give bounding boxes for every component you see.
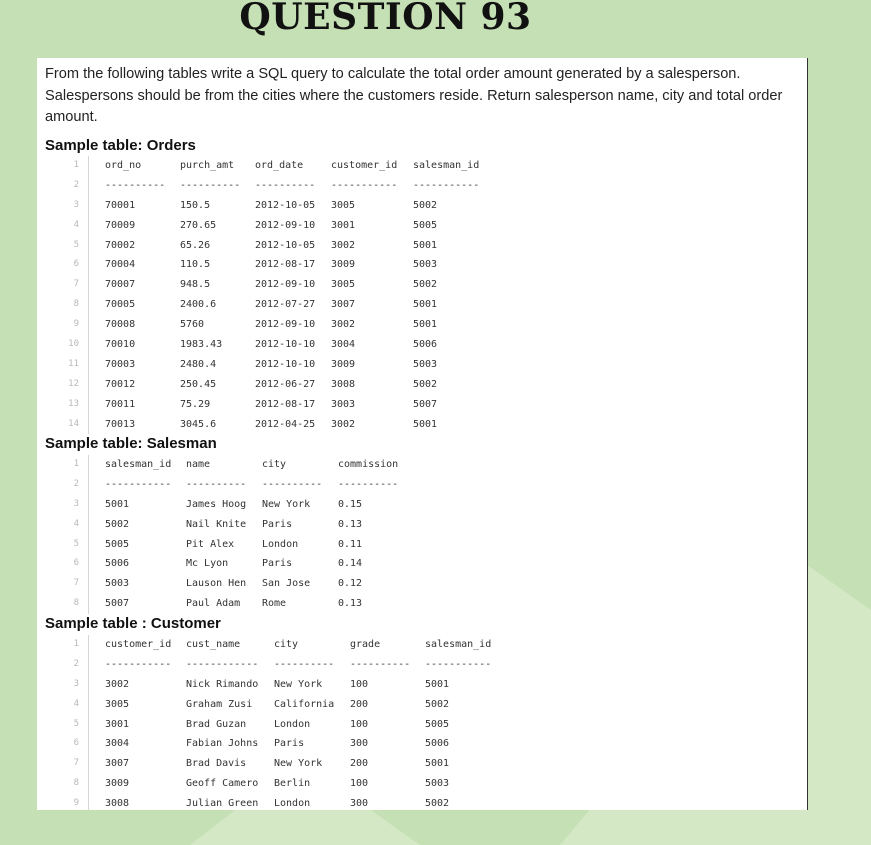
table-cell: New York — [274, 758, 323, 770]
table-cell: Mc Lyon — [186, 558, 229, 570]
table-cell: 5001 — [413, 299, 438, 311]
table-cell: 5001 — [425, 678, 450, 690]
gutter-divider — [88, 216, 89, 236]
table-cell: Berlin — [274, 778, 311, 790]
gutter-divider — [88, 475, 89, 495]
gutter-divider — [88, 715, 89, 735]
table-cell: 70001 — [105, 199, 136, 211]
table-cell: 300 — [350, 738, 369, 750]
customer-heading: Sample table : Customer — [45, 615, 221, 632]
code-line — [37, 715, 807, 735]
code-line — [37, 355, 807, 375]
table-cell: 1983.43 — [180, 339, 223, 351]
table-cell: 5006 — [105, 558, 130, 570]
orders-heading: Sample table: Orders — [45, 137, 196, 154]
line-number: 8 — [73, 598, 79, 609]
table-cell: 70002 — [105, 239, 136, 251]
line-number: 7 — [73, 758, 79, 769]
table-cell: 2012-09-10 — [255, 279, 316, 291]
line-number: 8 — [73, 778, 79, 789]
table-cell: Geoff Camero — [186, 778, 259, 790]
table-cell: 3009 — [331, 259, 356, 271]
table-cell: 2012-09-10 — [255, 219, 316, 231]
gutter-divider — [88, 395, 89, 415]
line-number: 1 — [73, 160, 79, 170]
table-cell: 70011 — [105, 398, 136, 410]
line-number: 12 — [68, 378, 79, 389]
table-cell: 5002 — [413, 279, 438, 291]
table-cell: 2012-09-10 — [255, 319, 316, 331]
code-line — [37, 315, 807, 335]
code-line — [37, 216, 807, 236]
table-cell: 3001 — [105, 718, 130, 730]
code-line — [37, 635, 807, 655]
table-cell: 3005 — [331, 199, 356, 211]
line-number: 5 — [73, 718, 79, 729]
line-number: 1 — [73, 639, 79, 649]
table-cell: ---------- — [105, 179, 166, 191]
gutter-divider — [88, 275, 89, 295]
table-cell: 5005 — [105, 538, 130, 550]
gutter-divider — [88, 754, 89, 774]
table-cell: ----------- — [105, 478, 172, 490]
table-cell: cust_name — [186, 639, 241, 650]
line-number: 9 — [73, 798, 79, 809]
table-cell: 70013 — [105, 418, 136, 430]
table-cell: ---------- — [350, 658, 411, 670]
table-cell: 250.45 — [180, 378, 217, 390]
table-cell: 3045.6 — [180, 418, 217, 430]
table-cell: 270.65 — [180, 219, 217, 231]
table-cell: 5001 — [425, 758, 450, 770]
table-cell: Pit Alex — [186, 538, 235, 550]
gutter-divider — [88, 794, 89, 810]
table-cell: 2400.6 — [180, 299, 217, 311]
table-cell: 3004 — [331, 339, 356, 351]
table-cell: 2012-07-27 — [255, 299, 316, 311]
table-cell: 2012-10-05 — [255, 199, 316, 211]
code-line — [37, 415, 807, 435]
code-line — [37, 734, 807, 754]
table-cell: London — [262, 538, 299, 550]
table-cell: 3004 — [105, 738, 130, 750]
table-cell: 3007 — [331, 299, 356, 311]
table-cell: Nick Rimando — [186, 678, 259, 690]
line-number: 9 — [73, 319, 79, 330]
table-cell: name — [186, 459, 211, 470]
line-number: 3 — [73, 498, 79, 509]
table-cell: 70009 — [105, 219, 136, 231]
table-cell: 200 — [350, 698, 369, 710]
table-cell: Paris — [262, 518, 293, 530]
table-cell: 3001 — [331, 219, 356, 231]
question-text: From the following tables write a SQL query to calculate the total order amount generated by a salesperson. Salespersons should be from the cities where the customers reside. Return salesperson name, city and total order amount. — [45, 66, 783, 125]
code-line — [37, 675, 807, 695]
gutter-divider — [88, 594, 89, 614]
table-cell: London — [274, 718, 311, 730]
line-number: 6 — [73, 738, 79, 749]
table-cell: 110.5 — [180, 259, 211, 271]
line-number: 10 — [68, 339, 79, 350]
table-cell: California — [274, 698, 335, 710]
line-number: 4 — [73, 219, 79, 230]
table-cell: salesman_id — [105, 459, 172, 470]
code-line — [37, 774, 807, 794]
table-cell: 2012-08-17 — [255, 259, 316, 271]
table-cell: 300 — [350, 798, 369, 810]
gutter-divider — [88, 375, 89, 395]
table-cell: ---------- — [338, 478, 399, 490]
table-cell: 3003 — [331, 398, 356, 410]
table-cell: 5007 — [105, 598, 130, 610]
table-cell: 948.5 — [180, 279, 211, 291]
table-cell: 2012-10-10 — [255, 339, 316, 351]
gutter-divider — [88, 335, 89, 355]
gutter-divider — [88, 695, 89, 715]
gutter-divider — [88, 675, 89, 695]
table-cell: grade — [350, 639, 381, 650]
table-cell: Paris — [274, 738, 305, 750]
code-line — [37, 655, 807, 675]
table-cell: 100 — [350, 778, 369, 790]
gutter-divider — [88, 415, 89, 435]
table-cell: 5002 — [425, 698, 450, 710]
table-cell: customer_id — [331, 160, 398, 171]
table-cell: Brad Guzan — [186, 718, 247, 730]
table-cell: 3007 — [105, 758, 130, 770]
page-title: QUESTION 93 — [239, 0, 532, 38]
line-number: 13 — [68, 398, 79, 409]
table-cell: Paul Adam — [186, 598, 241, 610]
table-cell: 70010 — [105, 339, 136, 351]
table-cell: ord_no — [105, 160, 142, 171]
code-line — [37, 594, 807, 614]
table-cell: 5001 — [413, 319, 438, 331]
code-line — [37, 695, 807, 715]
table-cell: 65.26 — [180, 239, 211, 251]
table-cell: Fabian Johns — [186, 738, 259, 750]
table-cell: ----------- — [331, 179, 398, 191]
table-cell: 3005 — [105, 698, 130, 710]
table-cell: ---------- — [186, 478, 247, 490]
line-number: 4 — [73, 698, 79, 709]
table-cell: 2012-08-17 — [255, 398, 316, 410]
table-cell: 0.13 — [338, 518, 363, 530]
table-cell: 5003 — [413, 259, 438, 271]
table-cell: 2012-06-27 — [255, 378, 316, 390]
gutter-divider — [88, 355, 89, 375]
code-line — [37, 475, 807, 495]
code-line — [37, 295, 807, 315]
table-cell: London — [274, 798, 311, 810]
gutter-divider — [88, 535, 89, 555]
table-cell: San Jose — [262, 578, 311, 590]
table-cell: 2012-04-25 — [255, 418, 316, 430]
table-cell: 70004 — [105, 259, 136, 271]
table-cell: ---------- — [180, 179, 241, 191]
table-cell: 150.5 — [180, 199, 211, 211]
code-line — [37, 255, 807, 275]
table-cell: salesman_id — [425, 639, 492, 650]
table-cell: 5003 — [413, 358, 438, 370]
code-line — [37, 535, 807, 555]
question-card — [37, 58, 808, 810]
gutter-divider — [88, 255, 89, 275]
line-number: 8 — [73, 299, 79, 310]
line-number: 4 — [73, 518, 79, 529]
table-cell: Nail Knite — [186, 518, 247, 530]
table-cell: ----------- — [105, 658, 172, 670]
table-cell: ---------- — [262, 478, 323, 490]
table-cell: 5006 — [413, 339, 438, 351]
table-cell: ---------- — [274, 658, 335, 670]
table-cell: New York — [274, 678, 323, 690]
table-cell: purch_amt — [180, 160, 235, 171]
table-cell: ----------- — [413, 179, 480, 191]
table-cell: 0.14 — [338, 558, 363, 570]
code-line — [37, 754, 807, 774]
line-number: 2 — [73, 179, 79, 190]
table-cell: 100 — [350, 718, 369, 730]
table-cell: ---------- — [255, 179, 316, 191]
gutter-divider — [88, 774, 89, 794]
table-cell: Rome — [262, 598, 287, 610]
code-line — [37, 554, 807, 574]
table-cell: 100 — [350, 678, 369, 690]
code-line — [37, 156, 807, 176]
code-line — [37, 335, 807, 355]
code-line — [37, 236, 807, 256]
table-cell: 2012-10-10 — [255, 358, 316, 370]
gutter-divider — [88, 196, 89, 216]
line-number: 11 — [68, 358, 79, 369]
gutter-divider — [88, 315, 89, 335]
table-cell: 3009 — [331, 358, 356, 370]
table-cell: 0.15 — [338, 498, 363, 510]
gutter-divider — [88, 515, 89, 535]
table-cell: 70003 — [105, 358, 136, 370]
table-cell: 3009 — [105, 778, 130, 790]
customer-code-block — [37, 635, 807, 810]
line-number: 3 — [73, 199, 79, 210]
table-cell: 75.29 — [180, 398, 211, 410]
table-cell: 0.11 — [338, 538, 363, 550]
line-number: 1 — [73, 459, 79, 469]
line-number: 14 — [68, 418, 79, 429]
table-cell: 70012 — [105, 378, 136, 390]
table-cell: commission — [338, 459, 399, 470]
table-cell: 70005 — [105, 299, 136, 311]
table-cell: 5007 — [413, 398, 438, 410]
line-number: 7 — [73, 578, 79, 589]
table-cell: 0.13 — [338, 598, 363, 610]
gutter-divider — [88, 455, 89, 475]
table-cell: 5002 — [425, 798, 450, 810]
code-line — [37, 375, 807, 395]
table-cell: 5006 — [425, 738, 450, 750]
line-number: 7 — [73, 279, 79, 290]
orders-code-block — [37, 156, 807, 434]
table-cell: ord_date — [255, 160, 304, 171]
table-cell: 5001 — [105, 498, 130, 510]
table-cell: Brad Davis — [186, 758, 247, 770]
table-cell: 5005 — [413, 219, 438, 231]
line-number: 5 — [73, 538, 79, 549]
line-number: 6 — [73, 259, 79, 270]
line-number: 2 — [73, 478, 79, 489]
table-cell: ------------ — [186, 658, 259, 670]
salesman-heading: Sample table: Salesman — [45, 435, 217, 452]
table-cell: Julian Green — [186, 798, 259, 810]
table-cell: 5002 — [413, 378, 438, 390]
table-cell: city — [274, 639, 299, 650]
table-cell: 200 — [350, 758, 369, 770]
table-cell: 5001 — [413, 418, 438, 430]
line-number: 3 — [73, 678, 79, 689]
code-line — [37, 176, 807, 196]
table-cell: 70007 — [105, 279, 136, 291]
table-cell: 5003 — [105, 578, 130, 590]
table-cell: 3002 — [105, 678, 130, 690]
code-line — [37, 515, 807, 535]
table-cell: city — [262, 459, 287, 470]
gutter-divider — [88, 574, 89, 594]
table-cell: 0.12 — [338, 578, 363, 590]
table-cell: 5005 — [425, 718, 450, 730]
table-cell: 70008 — [105, 319, 136, 331]
code-line — [37, 455, 807, 475]
code-line — [37, 794, 807, 810]
gutter-divider — [88, 734, 89, 754]
code-line — [37, 196, 807, 216]
table-cell: 3002 — [331, 239, 356, 251]
table-cell: ----------- — [425, 658, 492, 670]
code-line — [37, 495, 807, 515]
table-cell: customer_id — [105, 639, 172, 650]
line-number: 5 — [73, 239, 79, 250]
table-cell: 5002 — [413, 199, 438, 211]
code-line — [37, 275, 807, 295]
table-cell: James Hoog — [186, 498, 247, 510]
table-cell: 2012-10-05 — [255, 239, 316, 251]
table-cell: 3008 — [105, 798, 130, 810]
gutter-divider — [88, 495, 89, 515]
table-cell: 5760 — [180, 319, 205, 331]
table-cell: 3002 — [331, 319, 356, 331]
table-cell: 3005 — [331, 279, 356, 291]
gutter-divider — [88, 176, 89, 196]
gutter-divider — [88, 236, 89, 256]
line-number: 2 — [73, 658, 79, 669]
gutter-divider — [88, 635, 89, 655]
gutter-divider — [88, 655, 89, 675]
line-number: 6 — [73, 558, 79, 569]
table-cell: 3008 — [331, 378, 356, 390]
gutter-divider — [88, 554, 89, 574]
table-cell: Graham Zusi — [186, 698, 253, 710]
table-cell: 3002 — [331, 418, 356, 430]
table-cell: 5003 — [425, 778, 450, 790]
table-cell: 5002 — [105, 518, 130, 530]
gutter-divider — [88, 156, 89, 176]
code-line — [37, 395, 807, 415]
table-cell: 2480.4 — [180, 358, 217, 370]
table-cell: 5001 — [413, 239, 438, 251]
table-cell: Lauson Hen — [186, 578, 247, 590]
salesman-code-block — [37, 455, 807, 614]
gutter-divider — [88, 295, 89, 315]
table-cell: salesman_id — [413, 160, 480, 171]
table-cell: New York — [262, 498, 311, 510]
code-line — [37, 574, 807, 594]
table-cell: Paris — [262, 558, 293, 570]
